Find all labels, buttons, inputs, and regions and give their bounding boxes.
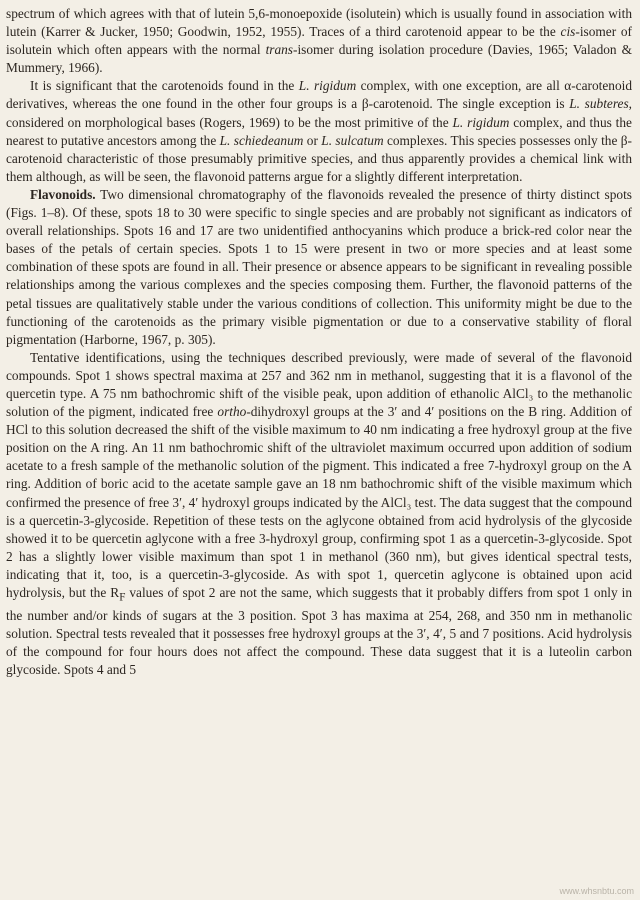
text-run: complexes. This species possesses only the β-carotenoid characteristic of those presumably primitive species, and thus apparently provides a chemical link with them although, as will be seen, the flavonoid patterns argue for a slightly different interpretation.	[6, 132, 632, 184]
text-run: Tentative identifications, using the techniques described previously, were made of several of the flavonoid compounds. Spot 1 shows spectral maxima at 257 and 362 nm in methanol, suggesting that it is a flavonol of the quercetin type. A 75 nm bathochromic shift of the visible peak, upon addition of ethanolic AlCl₃ to the methanolic solution of the pigment, indicated free	[6, 349, 632, 420]
watermark: www.whsnbtu.com	[559, 886, 634, 896]
text-run: trans	[265, 42, 293, 58]
text-run: L. subteres	[569, 96, 629, 112]
text-run: , considered on morphological bases (Rogers, 1969) to be the most primitive of the	[6, 96, 632, 130]
text-run: complex, with one exception, are all α-carotenoid derivatives, whereas the one found in the other four groups is a β-carotenoid. The single exception is	[6, 78, 632, 112]
text-run: ortho	[217, 404, 247, 420]
text-run: It is significant that the carotenoids found in the	[30, 78, 299, 94]
text-run: -isomer of isolutein which often appears with the normal	[6, 24, 633, 58]
text-run: -dihydroxyl groups at the 3′ and 4′ positions on the B ring. Addition of HCl to this solution decreased the shift of the visible maximum to 40 nm indicating a free hydroxyl group at the five position on the A ring. An 11 nm bathochromic shift of the ultraviolet maximum occurred upon addition of sodium acetate to a fresh sample of the methanolic solution of the pigment. This indicated a free 7-hydroxyl group on the A ring. Addition of boric acid to the acetate sample gave an 18 nm bathochromic shift of the visible maximum which confirmed the presence of free 3′, 4′ hydroxyl groups indicated by the AlCl₃ test. The data suggest that the compound is a quercetin-3-glycoside. Repetition of these tests on the aglycone obtained from acid hydrolysis of the glycoside showed it to be quercetin aglycone with a free 3-hydroxyl group, confirming spot 1 as a quercetin-3-glycoside. Spot 2 has a slightly lower visible maximum than spot 1 in methanol (360 nm), but gives identical spectral tests, indicating that it, too, is a quercetin-3-glycoside. As with spot 1, quercetin aglycone is obtained upon acid hydrolysis, but the R	[6, 404, 632, 600]
text-run: values of spot 2 are not the same, which suggests that it probably differs from spot 1 only in the number and/or kinds of sugars at the 3 position. Spot 3 has maxima at 254, 268, and 350 nm in methanolic solution. Spectral tests revealed that it possesses free hydroxyl groups at the 3′, 4′, 5 and 7 positions. Acid hydrolysis of the compound for four hours does not affect the compound. These data suggest that it is a luteolin carbon glycoside. Spots 4 and 5	[6, 585, 632, 678]
text-run: L. schiedeanum	[219, 132, 304, 148]
text-run: -isomer during isolation procedure (Davies, 1965; Valadon & Mummery, 1966).	[6, 42, 632, 76]
text-run: F	[119, 591, 126, 604]
text-run: cis	[560, 24, 576, 40]
text-run: L. sulcatum	[321, 132, 384, 148]
text-run: spectrum of which agrees with that of lutein 5,6-monoepoxide (isolutein) which is usually found in association with lutein (Karrer & Jucker, 1950; Goodwin, 1952, 1955). Traces of a third carotenoid appear to be the	[6, 6, 632, 40]
paragraph-flavonoids	[6, 186, 632, 349]
section-run-heading: Flavonoids.	[30, 186, 96, 202]
text-run: L. rigidum	[298, 78, 357, 94]
text-run: Two dimensional chromatography of the flavonoids revealed the presence of thirty distinct spots (Figs. 1–8). Of these, spots 18 to 30 were specific to single species and are probably not significant as indicators of overall relationships. Spots 16 and 17 are two unidentified anthocyanins which produce a brick-red color near the bases of the petals of certain species. Spots 1 to 15 were present in two or more species and at least some combination of these spots are found in all. Their presence or absence appears to be significant in revealing possible relationships among the various complexes and the species composing them. Further, the flavonoid patterns of the petal tissues are qualitatively stable under the various conditions of collection. This uniformity might be due to the functioning of the carotenoids as the primary visible pigmentation or due to a conservative stability of floral pigmentation (Harborne, 1967, p. 305).	[6, 186, 632, 347]
text-run: L. rigidum	[452, 114, 510, 130]
paragraph-tentative-identifications	[6, 349, 632, 679]
text-run: or	[303, 132, 322, 148]
paragraph-carotenoid-isomers	[6, 5, 632, 77]
paragraph-carotenoid-significance	[6, 77, 632, 186]
text-run: complex, and thus the nearest to putative ancestors among the	[6, 114, 632, 148]
